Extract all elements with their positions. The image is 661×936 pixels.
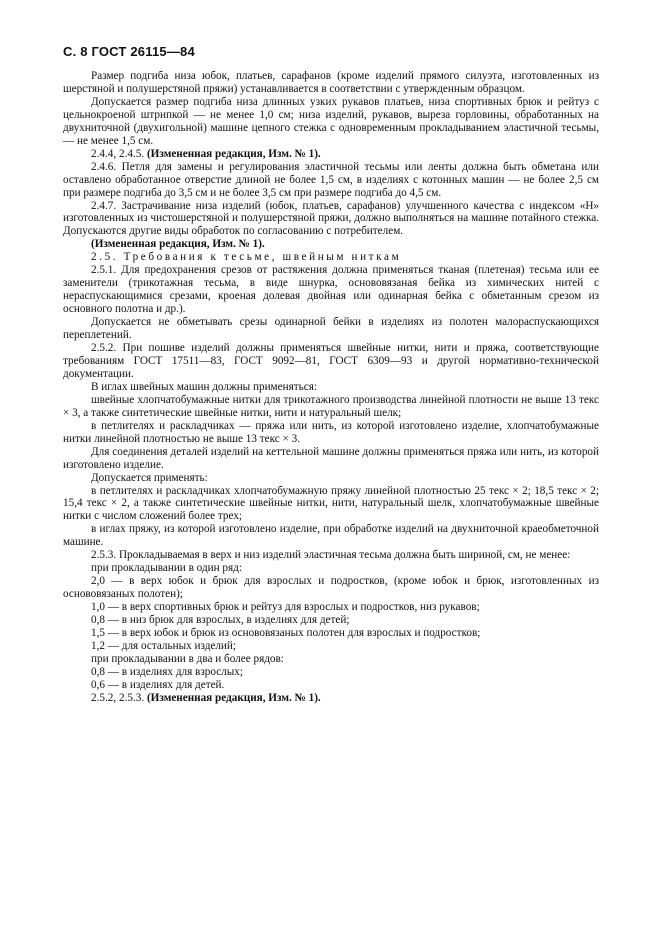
paragraph: Допускается размер подгиба низа длинных узких рукавов платьев, низа спортивных брюк и рейтуз с цельнокроеной штрипкой — не менее 1,0 см; низа изделий, рукавов, выреза горловины, обработанных на двухниточной (двухигольной) машине цепного стежка с одновременным прокладыванием эластичной тесьмы, — не менее 1,5 см. [63,95,599,147]
clause-number: 2.5.2, 2.5.3. [91,691,145,704]
paragraph: в петлителях и раскладчиках хлопчатобумажную пряжу линейной плотностью 25 текс × 2; 18,5 текс × 2; 15,4 текс × 2, а также синтетические швейные нитки, нити, натуральный шелк, хлопчатобумажные швейные нитки с числом сложений более трех; [63,484,599,523]
paragraph: при прокладывании в два и более рядов: [91,652,284,665]
paragraph: 2.4.6. Петля для замены и регулирования эластичной тесьмы или ленты должна быть обметана или оставлено обработанное отверстие длиной не более 1,5 см, в изделиях с котонных машин — не более 2,5 см при размере подгиба до 3,5 см и не более 3,5 см при размере подгиба до 4,5 см. [63,160,599,199]
paragraph: 2.5.3. Прокладываемая в верх и низ изделий эластичная тесьма должна быть шириной, см, не менее: [91,549,571,562]
list-item: 0,8 — в изделиях для взрослых; [91,665,243,678]
document-body [63,70,599,705]
paragraph: Размер подгиба низа юбок, платьев, сарафанов (кроме изделий прямого силуэта, изготовленных из шерстяной и полушерстяной пряжи) устанавливается в соответствии с утвержденным образцом. [63,70,599,95]
list-item: 0,6 — в изделиях для детей. [91,678,225,691]
list-item: 1,5 — в верх юбок и брюк из основовязаных полотен для взрослых и подростков; [91,626,481,639]
section-heading: 2.5. Требования к тесьме, швейным ниткам [91,251,402,264]
amendment-text: (Измененная редакция, Изм. № 1). [146,147,321,160]
amendment-note [63,148,599,161]
paragraph: при прокладывании в один ряд: [91,562,242,575]
paragraph: швейные хлопчатобумажные нитки для трикотажного производства линейной плотности не выше 13 текс × 3, а также синтетические швейные нитки, нити и натуральный шелк; [63,393,599,419]
list-item: 1,2 — для остальных изделий; [91,639,237,652]
paragraph: Допускается не обметывать срезы одинарной бейки в изделиях из полотен малораспускающихся переплетений. [63,316,599,342]
page-header: С. 8 ГОСТ 26115—84 [63,44,195,59]
list-item: 0,8 — в низ брюк для взрослых, в изделиях для детей; [91,614,350,627]
paragraph: Для соединения деталей изделий на кеттельной машине должны применяться пряжа или нить, из которой изготовлено изделие. [63,445,599,471]
paragraph: в иглах пряжу, из которой изготовлено изделие, при обработке изделий на двухниточной краеобметочной машине. [63,523,599,549]
clause-number: 2.4.4, 2.4.5. [91,147,145,160]
amendment-note: (Измененная редакция, Изм. № 1). [91,238,265,251]
list-item: 2,0 — в верх юбок и брюк для взрослых и подростков, (кроме юбок и брюк, изготовленных из основовязаных полотен); [63,575,599,601]
amendment-text: (Измененная редакция, Изм. № 1). [146,691,321,704]
paragraph: 2.5.1. Для предохранения срезов от растяжения должна применяться тканая (плетеная) тесьма или ее заменители (трикотажная тесьма, в виде шнурка, основовязаная бейка из химических нитей с нераспускающимися срезами, кроеная долевая двойная или одинарная бейка с обметанным срезом из основного полотна и др.). [63,264,599,316]
list-item: 1,0 — в верх спортивных брюк и рейтуз для взрослых и подростков, низ рукавов; [91,601,480,614]
amendment-note [63,692,599,705]
paragraph: Допускается применять: [91,471,208,484]
paragraph: в петлителях и раскладчиках — пряжа или нить, из которой изготовлено изделие, хлопчатобумажные нитки линейной плотностью не выше 13 текс × 3. [63,419,599,445]
paragraph: 2.5.2. При пошиве изделий должны применяться швейные нитки, нити и пряжа, соответствующие требованиям ГОСТ 17511—83, ГОСТ 9092—81, ГОСТ 6309—93 и другой нормативно-технической документации. [63,342,599,380]
paragraph: В иглах швейных машин должны применяться: [91,380,317,393]
paragraph: 2.4.7. Застрачивание низа изделий (юбок, платьев, сарафанов) улучшенного качества с индексом «Н» изготовленных из чистошерстяной и полушерстяной пряжи, должно выполняться на машине потайного стежка. Допускаются другие виды обработок по согласованию с потребителем. [63,199,599,238]
